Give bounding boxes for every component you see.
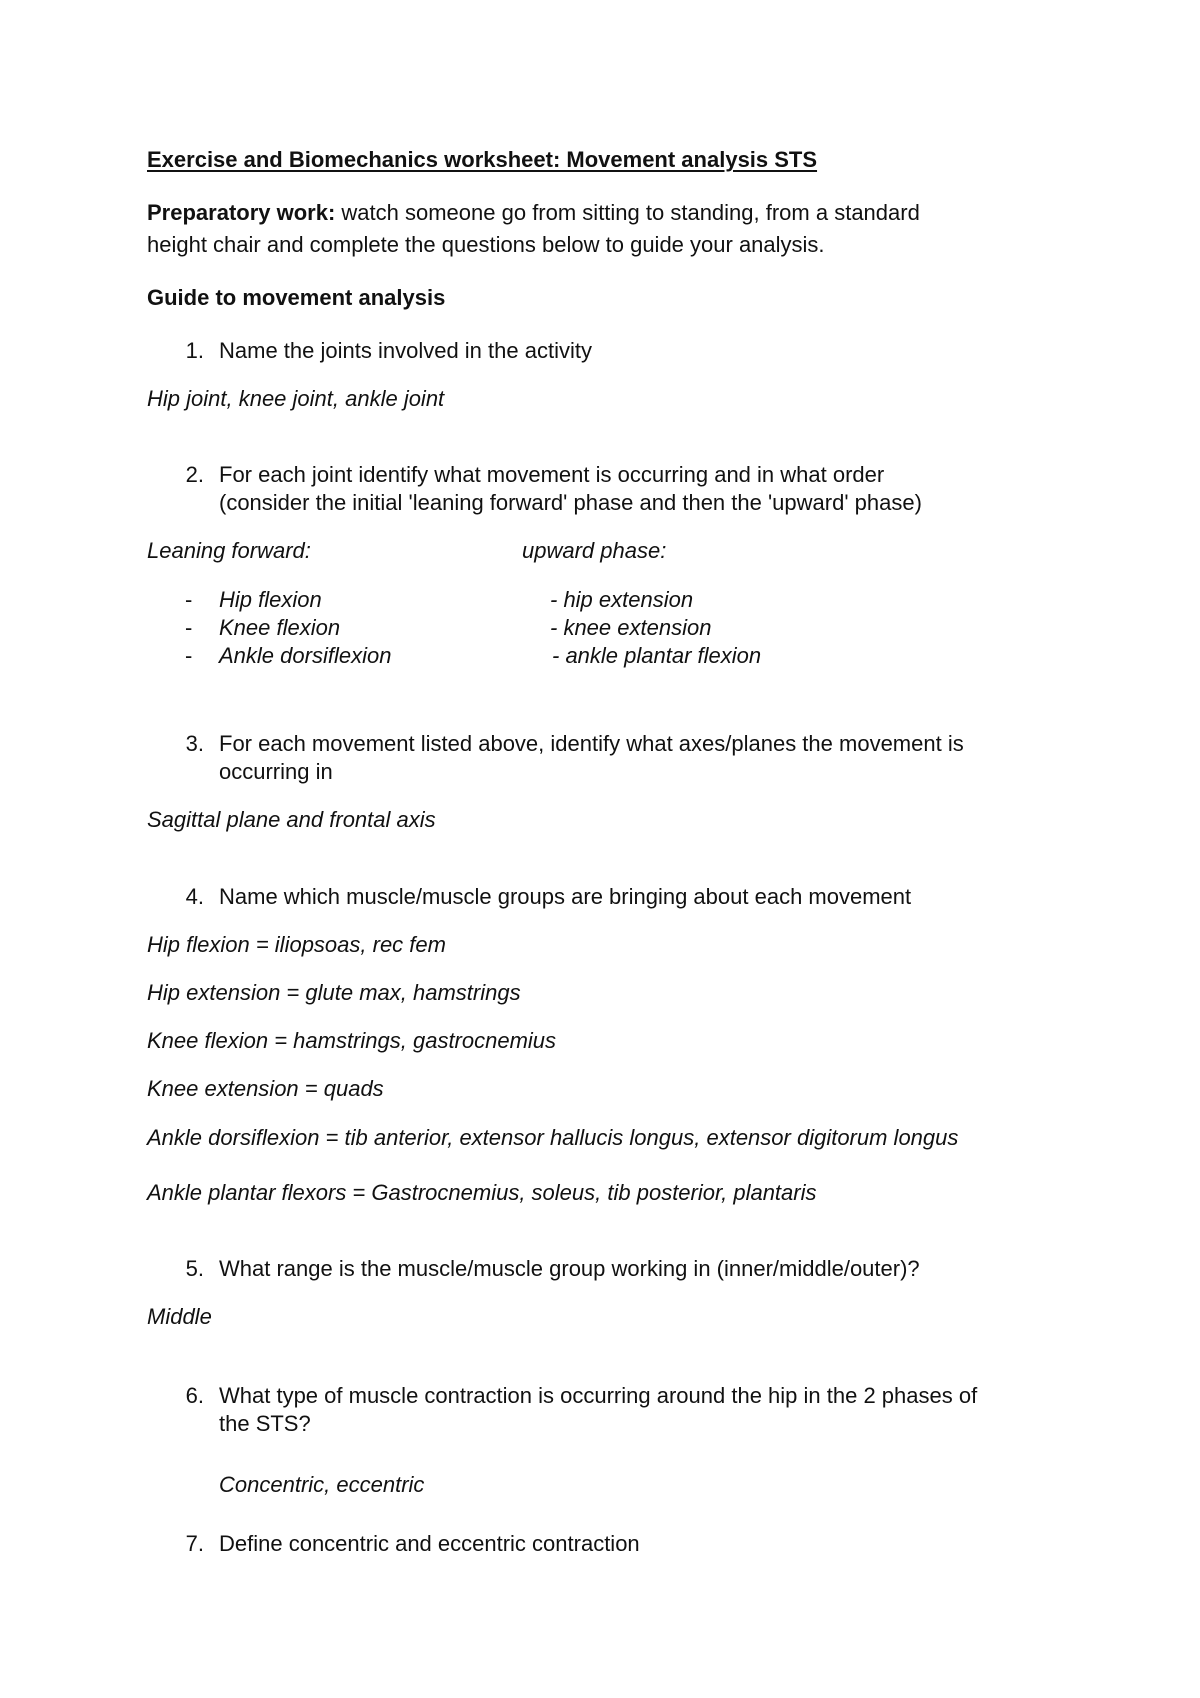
question-7-number: 7. bbox=[185, 1531, 204, 1556]
question-4-text: Name which muscle/muscle groups are bringing about each movement bbox=[219, 884, 912, 909]
page-title: Exercise and Biomechanics worksheet: Movement analysis STS bbox=[147, 147, 818, 172]
answer-6: Concentric, eccentric bbox=[219, 1472, 425, 1497]
question-4-number: 4. bbox=[185, 884, 204, 909]
guide-heading: Guide to movement analysis bbox=[147, 285, 446, 310]
upward-item-ankle: - ankle plantar flexion bbox=[552, 643, 762, 668]
question-6-line-1: What type of muscle contraction is occurring around the hip in the 2 phases of bbox=[219, 1383, 978, 1408]
preparatory-text-2: height chair and complete the questions below to guide your analysis. bbox=[147, 232, 825, 257]
list-dash: - bbox=[185, 587, 193, 612]
question-7-text: Define concentric and eccentric contraction bbox=[219, 1531, 640, 1556]
upward-item-hip: - hip extension bbox=[550, 587, 694, 612]
preparatory-text-1: watch someone go from sitting to standing, from a standard bbox=[335, 200, 920, 225]
question-2-line-2: (consider the initial 'leaning forward' phase and then the 'upward' phase) bbox=[219, 490, 922, 515]
preparatory-line-1 bbox=[147, 199, 920, 227]
question-6-line-2: the STS? bbox=[219, 1411, 311, 1436]
answer-5: Middle bbox=[147, 1304, 212, 1329]
answer-4-ankle-dorsiflexion: Ankle dorsiflexion = tib anterior, extensor hallucis longus, extensor digitorum longus bbox=[147, 1125, 959, 1150]
question-2-line-1: For each joint identify what movement is occurring and in what order bbox=[219, 462, 885, 487]
question-3-line-1: For each movement listed above, identify what axes/planes the movement is bbox=[219, 731, 964, 756]
preparatory-label: Preparatory work: bbox=[147, 200, 336, 225]
answer-4-knee-flexion: Knee flexion = hamstrings, gastrocnemius bbox=[147, 1028, 557, 1053]
question-5-number: 5. bbox=[185, 1256, 204, 1281]
leaning-item-hip: Hip flexion bbox=[219, 587, 322, 612]
question-1-text: Name the joints involved in the activity bbox=[219, 338, 592, 363]
question-1-number: 1. bbox=[185, 338, 204, 363]
question-6-number: 6. bbox=[185, 1383, 204, 1408]
answer-4-knee-extension: Knee extension = quads bbox=[147, 1076, 384, 1101]
answer-4-hip-extension: Hip extension = glute max, hamstrings bbox=[147, 980, 521, 1005]
leaning-item-knee: Knee flexion bbox=[219, 615, 341, 640]
upward-phase-heading: upward phase: bbox=[522, 538, 667, 563]
list-dash: - bbox=[185, 643, 193, 668]
answer-1: Hip joint, knee joint, ankle joint bbox=[147, 386, 445, 411]
answer-3: Sagittal plane and frontal axis bbox=[147, 807, 436, 832]
question-2-number: 2. bbox=[185, 462, 204, 487]
leaning-item-ankle: Ankle dorsiflexion bbox=[219, 643, 392, 668]
question-3-number: 3. bbox=[185, 731, 204, 756]
list-dash: - bbox=[185, 615, 193, 640]
question-3-line-2: occurring in bbox=[219, 759, 333, 784]
upward-item-knee: - knee extension bbox=[550, 615, 712, 640]
answer-4-ankle-plantar-flexors: Ankle plantar flexors = Gastrocnemius, soleus, tib posterior, plantaris bbox=[147, 1180, 817, 1205]
answer-4-hip-flexion: Hip flexion = iliopsoas, rec fem bbox=[147, 932, 446, 957]
question-5-text: What range is the muscle/muscle group working in (inner/middle/outer)? bbox=[219, 1256, 920, 1281]
leaning-forward-heading: Leaning forward: bbox=[147, 538, 311, 563]
